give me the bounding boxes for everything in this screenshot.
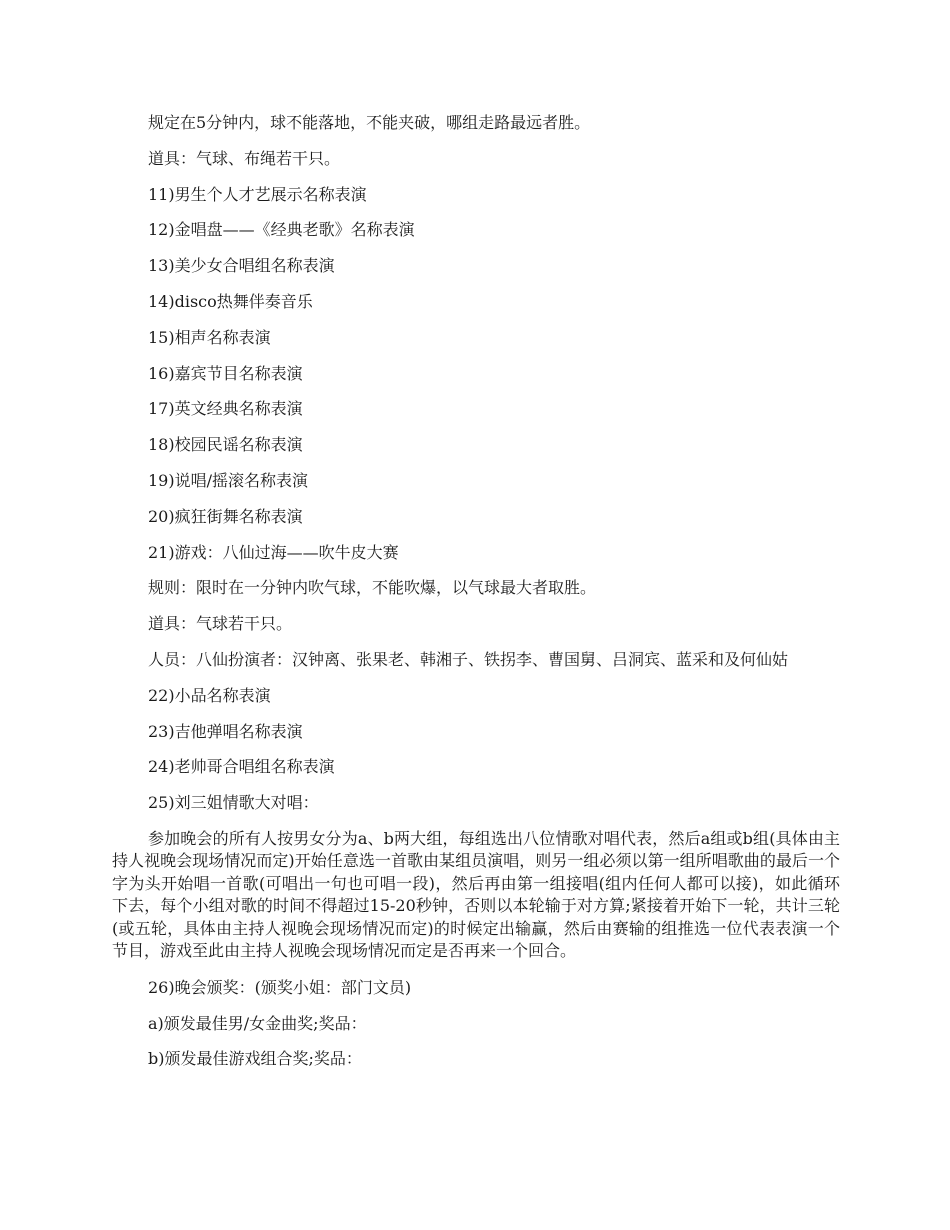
program-item-22: 22)小品名称表演: [148, 685, 271, 705]
program-item-20: 20)疯狂街舞名称表演: [148, 506, 303, 526]
program-item-13: 13)美少女合唱组名称表演: [148, 256, 335, 276]
rule-balloon-blow: 规则：限时在一分钟内吹气球，不能吹爆，以气球最大者取胜。: [148, 578, 597, 598]
document-page: [112, 112, 840, 1084]
program-item-23: 23)吉他弹唱名称表演: [148, 721, 303, 741]
program-item-12: 12)金唱盘——《经典老歌》名称表演: [148, 220, 415, 240]
duet-game-rules: 参加晚会的所有人按男女分为a、b两大组，每组选出八位情歌对唱代表，然后a组或b组(具体由主持人视晚会现场情况而定)开始任意选一首歌由某组员演唱，则另一组必须以第一组所唱歌曲的最后一个字为头开始唱一首歌(可唱出一句也可唱一段)，然后再由第一组接唱(组内任何人都可以接)，如此循环下去，每个小组对歌的时间不得超过15-20秒钟，否则以本轮输于对方算;紧接着开始下一轮，共计三轮(或五轮，具体由主持人视晚会现场情况而定)的时候定出输赢，然后由赛输的组推选一位代表表演一个节目，游戏至此由主持人视晚会现场情况而定是否再来一个回合。: [112, 828, 840, 961]
rule-time-limit: 规定在5分钟内，球不能落地，不能夹破，哪组走路最远者胜。: [148, 113, 591, 132]
props-balloon-rope: 道具：气球、布绳若干只。: [148, 148, 341, 168]
program-item-24: 24)老帅哥合唱组名称表演: [148, 757, 335, 777]
program-item-11: 11)男生个人才艺展示名称表演: [148, 184, 367, 204]
program-item-26: 26)晚会颁奖：(颁奖小姐：部门文员): [148, 977, 412, 997]
program-item-21: 21)游戏：八仙过海——吹牛皮大赛: [148, 542, 399, 562]
program-item-25: 25)刘三姐情歌大对唱：: [148, 793, 319, 813]
award-item-a: a)颁发最佳男/女金曲奖;奖品：: [148, 1013, 367, 1033]
program-item-15: 15)相声名称表演: [148, 327, 271, 347]
program-item-18: 18)校园民谣名称表演: [148, 435, 303, 455]
program-item-17: 17)英文经典名称表演: [148, 399, 303, 419]
cast-eight-immortals: 人员：八仙扮演者：汉钟离、张果老、韩湘子、铁拐李、曹国舅、吕洞宾、蓝采和及何仙姑: [148, 649, 789, 669]
program-item-16: 16)嘉宾节目名称表演: [148, 363, 303, 383]
program-item-19: 19)说唱/摇滚名称表演: [148, 470, 308, 490]
award-item-b: b)颁发最佳游戏组合奖;奖品：: [148, 1049, 362, 1069]
program-item-14: 14)disco热舞伴奏音乐: [148, 291, 313, 311]
props-balloons: 道具：气球若干只。: [148, 614, 293, 634]
